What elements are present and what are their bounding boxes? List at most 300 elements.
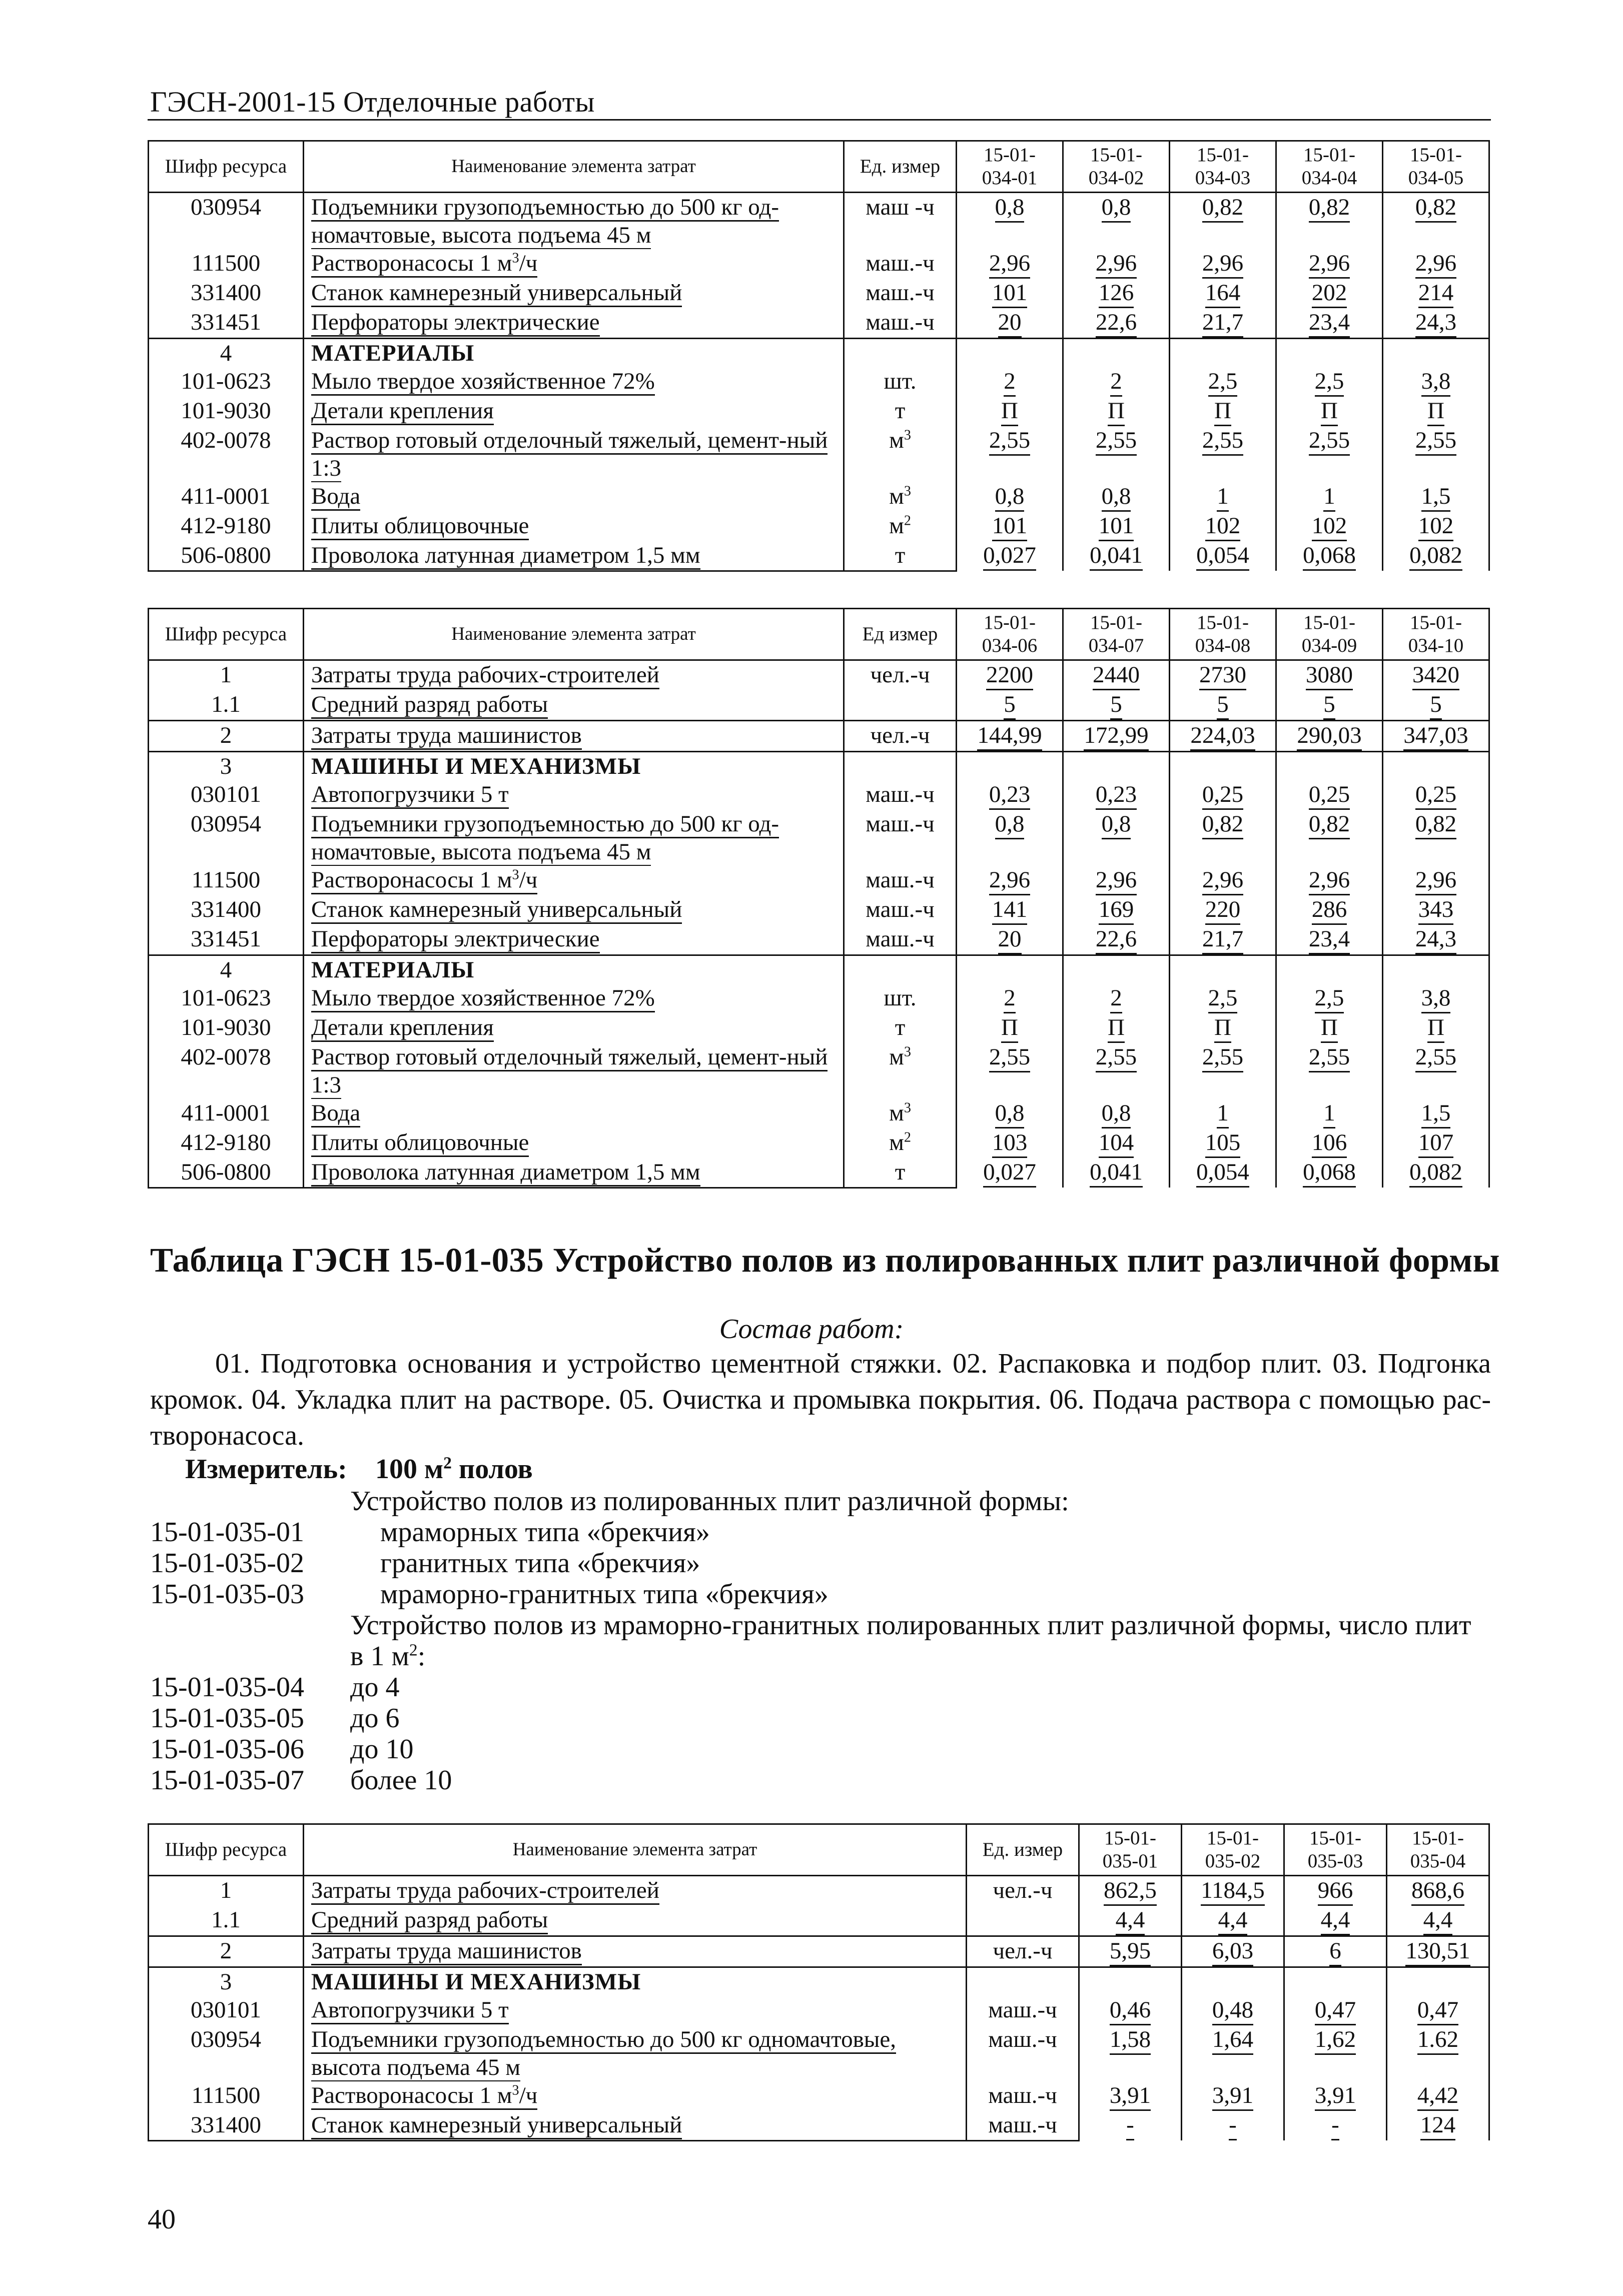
unit: шт. <box>844 367 957 397</box>
value-cell: 24,3 <box>1383 925 1489 955</box>
resource-name: Затраты труда рабочих-строителей <box>304 1876 967 1906</box>
value-cell: 4,4 <box>1079 1906 1182 1936</box>
value-cell <box>1383 752 1489 781</box>
resource-name: Средний разряд работы <box>304 1906 967 1936</box>
resource-code: 331451 <box>149 925 304 955</box>
value-cell: - <box>1079 2111 1182 2140</box>
value-cell <box>1383 955 1489 984</box>
unit: т <box>844 397 957 426</box>
column-header: Ед. измер <box>967 1824 1079 1876</box>
value-cell: 2,55 <box>1383 1043 1489 1099</box>
value-cell: 0,8 <box>1063 1099 1170 1128</box>
item-text: более 10 <box>350 1765 452 1796</box>
resource-code: 411-0001 <box>149 482 304 512</box>
column-header: 15-01- 035-02 <box>1182 1824 1284 1876</box>
value-cell: 2 <box>957 984 1063 1013</box>
resource-name: МАШИНЫ И МЕХАНИЗМЫ <box>304 1967 967 1996</box>
table-row <box>149 721 1489 752</box>
value-cell: 0,23 <box>1063 780 1170 810</box>
resource-name: МАШИНЫ И МЕХАНИЗМЫ <box>304 752 844 781</box>
value-cell: 2,5 <box>1276 984 1383 1013</box>
column-header: 15-01- 034-09 <box>1276 609 1383 660</box>
value-cell: 202 <box>1276 279 1383 308</box>
resource-name: Вода <box>304 1099 844 1128</box>
unit: маш.-ч <box>844 249 957 279</box>
unit: $м^3$ <box>844 482 957 512</box>
value-cell: 2 <box>957 367 1063 397</box>
column-header: Наименование элемента затрат <box>304 141 844 193</box>
resource-name: Детали крепления <box>304 1013 844 1043</box>
resource-name: Плиты облицовочные <box>304 1128 844 1158</box>
value-cell: 0,8 <box>1063 482 1170 512</box>
unit: чел.-ч <box>967 1876 1079 1906</box>
value-cell: 0,8 <box>1063 810 1170 866</box>
unit: маш.-ч <box>844 279 957 308</box>
resource-name: Мыло твердое хозяйственное 72% <box>304 984 844 1013</box>
value-cell: 0,054 <box>1170 1158 1276 1188</box>
resource-name: Станок камнерезный универсальный <box>304 895 844 925</box>
table-row <box>149 279 1489 308</box>
value-cell: 0,054 <box>1170 541 1276 571</box>
resource-code: 101-0623 <box>149 367 304 397</box>
value-cell: 862,5 <box>1079 1876 1182 1906</box>
resource-name: Автопогрузчики 5 т <box>304 1996 967 2025</box>
value-cell: 4,42 <box>1387 2081 1489 2111</box>
resource-name: Вода <box>304 482 844 512</box>
value-cell <box>1276 955 1383 984</box>
value-cell: 0,82 <box>1383 810 1489 866</box>
resource-name: Средний разряд работы <box>304 690 844 721</box>
value-cell: 21,7 <box>1170 925 1276 955</box>
unit: маш -ч <box>844 193 957 250</box>
value-cell: 0,8 <box>1063 193 1170 250</box>
unit: чел.-ч <box>844 721 957 752</box>
column-header: 15-01- 034-02 <box>1063 141 1170 193</box>
resource-name: Проволока латунная диаметром 1,5 мм <box>304 1158 844 1188</box>
value-cell: 2,55 <box>1276 1043 1383 1099</box>
value-cell: 3420 <box>1383 660 1489 691</box>
value-cell: 343 <box>1383 895 1489 925</box>
resource-name: Плиты облицовочные <box>304 512 844 541</box>
table-row <box>149 308 1489 339</box>
value-cell: 2 <box>1063 367 1170 397</box>
table-row <box>149 1996 1489 2025</box>
resource-code: 331400 <box>149 2111 304 2140</box>
value-cell: 101 <box>957 279 1063 308</box>
resource-name: Перфораторы электрические <box>304 925 844 955</box>
unit: т <box>844 541 957 571</box>
value-cell: 2,55 <box>957 426 1063 482</box>
item-text: до 10 <box>350 1734 414 1765</box>
value-cell: 2440 <box>1063 660 1170 691</box>
value-cell: 1,58 <box>1079 2025 1182 2081</box>
column-header: 15-01- 034-07 <box>1063 609 1170 660</box>
value-cell <box>1063 339 1170 368</box>
table-header-row <box>149 1824 1489 1876</box>
unit <box>967 1906 1079 1936</box>
value-cell: 2,96 <box>1276 866 1383 895</box>
value-cell: 3080 <box>1276 660 1383 691</box>
resource-code: 111500 <box>149 2081 304 2111</box>
value-cell <box>1276 339 1383 368</box>
value-cell: П <box>957 1013 1063 1043</box>
resource-code: 111500 <box>149 866 304 895</box>
item-text: до 4 <box>350 1672 400 1703</box>
resource-name: Затраты труда машинистов <box>304 721 844 752</box>
value-cell: 2,55 <box>957 1043 1063 1099</box>
resource-code: 101-9030 <box>149 397 304 426</box>
value-cell: 4,4 <box>1284 1906 1387 1936</box>
value-cell: 2,96 <box>1383 249 1489 279</box>
table-row <box>149 2025 1489 2081</box>
table-row <box>149 1099 1489 1128</box>
value-cell: 1,64 <box>1182 2025 1284 2081</box>
value-cell: 6,03 <box>1182 1936 1284 1967</box>
value-cell: 105 <box>1170 1128 1276 1158</box>
resource-code: 506-0800 <box>149 541 304 571</box>
value-cell: 0,8 <box>957 1099 1063 1128</box>
unit: $м^3$ <box>844 1043 957 1099</box>
value-cell <box>957 955 1063 984</box>
value-cell: 5 <box>1063 690 1170 721</box>
value-cell: 2,55 <box>1276 426 1383 482</box>
value-cell: 130,51 <box>1387 1936 1489 1967</box>
value-cell <box>1284 1967 1387 1996</box>
value-cell: 101 <box>1063 512 1170 541</box>
value-cell: 0,027 <box>957 541 1063 571</box>
column-header: Шифр ресурса <box>149 609 304 660</box>
column-header: 15-01- 035-01 <box>1079 1824 1182 1876</box>
value-cell: 144,99 <box>957 721 1063 752</box>
column-header: 15-01- 034-06 <box>957 609 1063 660</box>
table-row <box>149 541 1489 571</box>
measure-line <box>185 1453 533 1485</box>
resource-name: Проволока латунная диаметром 1,5 мм <box>304 541 844 571</box>
value-cell: 24,3 <box>1383 308 1489 339</box>
resource-code: 411-0001 <box>149 1099 304 1128</box>
composition-text: 01. Подготовка основания и устройство цементной стяжки. 02. Распаковка и подбор плит. 03. Подгонка кромок. 04. Укладка плит на растворе. 05. Очистка и промывка покрытия. 06. Подача раствора с помощью рас-творонасоса. <box>150 1348 1491 1451</box>
value-cell: 0,082 <box>1383 541 1489 571</box>
column-header: Ед. измер <box>844 141 957 193</box>
unit: маш.-ч <box>844 925 957 955</box>
column-header: 15-01- 034-08 <box>1170 609 1276 660</box>
value-cell <box>957 752 1063 781</box>
table-row <box>149 1043 1489 1099</box>
value-cell: 3,91 <box>1079 2081 1182 2111</box>
column-header: Ед измер <box>844 609 957 660</box>
value-cell: 1 <box>1276 1099 1383 1128</box>
table-row <box>149 249 1489 279</box>
resource-name: МАТЕРИАЛЫ <box>304 339 844 368</box>
unit: $м^3$ <box>844 1099 957 1128</box>
resource-name: Затраты труда рабочих-строителей <box>304 660 844 691</box>
item-code: 15-01-035-05 <box>150 1703 304 1734</box>
resource-name: Подъемники грузоподъемностью до 500 кг од-номачтовые, высота подъема 45 м <box>304 193 844 250</box>
value-cell: П <box>1063 397 1170 426</box>
value-cell: 1,5 <box>1383 1099 1489 1128</box>
header-rule <box>148 119 1491 121</box>
measure-label: Измеритель: <box>185 1454 347 1485</box>
item-text: мраморных типа «брекчия» <box>380 1517 710 1548</box>
value-cell: 102 <box>1170 512 1276 541</box>
column-header: 15-01- 034-10 <box>1383 609 1489 660</box>
value-cell: 2,55 <box>1383 426 1489 482</box>
item-text: гранитных типа «брекчия» <box>380 1548 700 1579</box>
unit: маш.-ч <box>844 866 957 895</box>
resource-name: Станок камнерезный универсальный <box>304 279 844 308</box>
value-cell: 2,96 <box>1170 866 1276 895</box>
value-cell: 3,91 <box>1284 2081 1387 2111</box>
value-cell: 102 <box>1276 512 1383 541</box>
value-cell: 2,55 <box>1170 1043 1276 1099</box>
resource-table-034-06-10 <box>148 608 1490 1189</box>
resource-name: Подъемники грузоподъемностью до 500 кг од-номачтовые, высота подъема 45 м <box>304 810 844 866</box>
value-cell: 2,5 <box>1170 984 1276 1013</box>
value-cell: 104 <box>1063 1128 1170 1158</box>
value-cell: 0,027 <box>957 1158 1063 1188</box>
unit <box>967 1967 1079 1996</box>
value-cell <box>1170 752 1276 781</box>
value-cell: 0,82 <box>1276 810 1383 866</box>
value-cell: 2,96 <box>1063 249 1170 279</box>
value-cell: 21,7 <box>1170 308 1276 339</box>
resource-name: Растворонасосы 1 $м^3/ч$ <box>304 866 844 895</box>
value-cell: 126 <box>1063 279 1170 308</box>
value-cell: 0,25 <box>1383 780 1489 810</box>
resource-code: 030954 <box>149 810 304 866</box>
page-number: 40 <box>148 2204 176 2235</box>
table-row <box>149 1876 1489 1906</box>
table-row <box>149 895 1489 925</box>
resource-code: 4 <box>149 339 304 368</box>
resource-code: 402-0078 <box>149 426 304 482</box>
value-cell: 0,82 <box>1170 810 1276 866</box>
value-cell: 5 <box>1170 690 1276 721</box>
value-cell: 5,95 <box>1079 1936 1182 1967</box>
table-row <box>149 660 1489 691</box>
value-cell: 2,96 <box>957 249 1063 279</box>
resource-code: 030954 <box>149 193 304 250</box>
value-cell: 106 <box>1276 1128 1383 1158</box>
column-header: Шифр ресурса <box>149 141 304 193</box>
resource-code: 506-0800 <box>149 1158 304 1188</box>
resource-name: МАТЕРИАЛЫ <box>304 955 844 984</box>
resource-name: Растворонасосы 1 $м^3/ч$ <box>304 249 844 279</box>
value-cell: 169 <box>1063 895 1170 925</box>
value-cell: 0,8 <box>957 482 1063 512</box>
value-cell: 0,48 <box>1182 1996 1284 2025</box>
resource-name: Подъемники грузоподъемностью до 500 кг одномачтовые, высота подъема 45 м <box>304 2025 967 2081</box>
resource-code: 2 <box>149 1936 304 1967</box>
resource-code: 030101 <box>149 1996 304 2025</box>
value-cell <box>1170 339 1276 368</box>
value-cell: 1,5 <box>1383 482 1489 512</box>
value-cell: 0,47 <box>1284 1996 1387 2025</box>
value-cell: П <box>1063 1013 1170 1043</box>
value-cell: П <box>1383 397 1489 426</box>
value-cell: 0,8 <box>957 810 1063 866</box>
table-header-row <box>149 609 1489 660</box>
table-row <box>149 482 1489 512</box>
unit <box>844 339 957 368</box>
resource-name: Детали крепления <box>304 397 844 426</box>
column-header: 15-01- 035-04 <box>1387 1824 1489 1876</box>
unit: чел.-ч <box>967 1936 1079 1967</box>
item-code: 15-01-035-02 <box>150 1548 304 1579</box>
value-cell <box>1063 752 1170 781</box>
table-heading: Таблица ГЭСН 15-01-035 Устройство полов из полированных плит различной формы <box>150 1241 1500 1279</box>
value-cell: 214 <box>1383 279 1489 308</box>
unit: маш.-ч <box>967 1996 1079 2025</box>
value-cell: П <box>1276 1013 1383 1043</box>
value-cell: П <box>1383 1013 1489 1043</box>
value-cell: 0,8 <box>957 193 1063 250</box>
value-cell: 124 <box>1387 2111 1489 2140</box>
value-cell: 103 <box>957 1128 1063 1158</box>
value-cell: 1,62 <box>1284 2025 1387 2081</box>
value-cell: П <box>1276 397 1383 426</box>
resource-code: 1 <box>149 660 304 691</box>
resource-table-035-01-04 <box>148 1823 1490 2141</box>
value-cell: 22,6 <box>1063 925 1170 955</box>
value-cell: 2,96 <box>957 866 1063 895</box>
resource-code: 030101 <box>149 780 304 810</box>
resource-code: 101-0623 <box>149 984 304 1013</box>
value-cell <box>1387 1967 1489 1996</box>
value-cell: 0,82 <box>1383 193 1489 250</box>
value-cell: 101 <box>957 512 1063 541</box>
value-cell: 2,55 <box>1063 1043 1170 1099</box>
value-cell: 2200 <box>957 660 1063 691</box>
table-row <box>149 2081 1489 2111</box>
value-cell: 286 <box>1276 895 1383 925</box>
value-cell: 0,068 <box>1276 1158 1383 1188</box>
value-cell: 2,96 <box>1383 866 1489 895</box>
value-cell: 0,82 <box>1170 193 1276 250</box>
item-text: до 6 <box>350 1703 400 1734</box>
resource-code: 3 <box>149 1967 304 1996</box>
item-text: мраморно-гранитных типа «брекчия» <box>380 1579 829 1610</box>
unit: маш.-ч <box>844 895 957 925</box>
column-header: 15-01- 035-03 <box>1284 1824 1387 1876</box>
table-row <box>149 1158 1489 1188</box>
section-row <box>149 1967 1489 1996</box>
value-cell: 2,96 <box>1276 249 1383 279</box>
value-cell: 20 <box>957 925 1063 955</box>
resource-name: Раствор готовый отделочный тяжелый, цемент-ный 1:3 <box>304 1043 844 1099</box>
column-header: Шифр ресурса <box>149 1824 304 1876</box>
value-cell: 3,8 <box>1383 367 1489 397</box>
resource-code: 4 <box>149 955 304 984</box>
resource-code: 402-0078 <box>149 1043 304 1099</box>
item-code: 15-01-035-01 <box>150 1517 304 1548</box>
value-cell: 0,82 <box>1276 193 1383 250</box>
unit: маш.-ч <box>844 810 957 866</box>
table-row <box>149 193 1489 250</box>
resource-code: 030954 <box>149 2025 304 2081</box>
composition-title: Состав работ: <box>719 1314 904 1345</box>
value-cell <box>1182 1967 1284 1996</box>
resource-name: Станок камнерезный универсальный <box>304 2111 967 2140</box>
value-cell: 164 <box>1170 279 1276 308</box>
unit: т <box>844 1158 957 1188</box>
value-cell: 2,5 <box>1276 367 1383 397</box>
table-row <box>149 1013 1489 1043</box>
resource-name: Автопогрузчики 5 т <box>304 780 844 810</box>
value-cell: 1 <box>1170 1099 1276 1128</box>
value-cell: 2,55 <box>1170 426 1276 482</box>
value-cell: 224,03 <box>1170 721 1276 752</box>
item-code: 15-01-035-04 <box>150 1672 304 1703</box>
value-cell <box>1383 339 1489 368</box>
value-cell: 3,91 <box>1182 2081 1284 2111</box>
value-cell: 0,23 <box>957 780 1063 810</box>
value-cell: 290,03 <box>1276 721 1383 752</box>
unit <box>844 690 957 721</box>
value-cell: 220 <box>1170 895 1276 925</box>
value-cell: 1184,5 <box>1182 1876 1284 1906</box>
value-cell <box>957 339 1063 368</box>
item-code: 15-01-035-06 <box>150 1734 304 1765</box>
value-cell: 5 <box>1383 690 1489 721</box>
value-cell: 347,03 <box>1383 721 1489 752</box>
item-code: 15-01-035-07 <box>150 1765 304 1796</box>
resource-code: 101-9030 <box>149 1013 304 1043</box>
value-cell: 0,068 <box>1276 541 1383 571</box>
value-cell: П <box>1170 1013 1276 1043</box>
value-cell: 0,082 <box>1383 1158 1489 1188</box>
resource-code: 3 <box>149 752 304 781</box>
value-cell: П <box>957 397 1063 426</box>
table-row <box>149 866 1489 895</box>
value-cell: 3,8 <box>1383 984 1489 1013</box>
value-cell: - <box>1284 2111 1387 2140</box>
resource-name: Затраты труда машинистов <box>304 1936 967 1967</box>
resource-code: 2 <box>149 721 304 752</box>
unit: маш.-ч <box>844 308 957 339</box>
unit: чел.-ч <box>844 660 957 691</box>
value-cell: 0,25 <box>1276 780 1383 810</box>
value-cell: 2,55 <box>1063 426 1170 482</box>
table-row <box>149 690 1489 721</box>
value-cell: 5 <box>1276 690 1383 721</box>
resource-code: 412-9180 <box>149 512 304 541</box>
table-row <box>149 512 1489 541</box>
value-cell: 23,4 <box>1276 925 1383 955</box>
table-row <box>149 925 1489 955</box>
value-cell: 0,041 <box>1063 541 1170 571</box>
table-row <box>149 367 1489 397</box>
section-row <box>149 339 1489 368</box>
unit: $м^3$ <box>844 426 957 482</box>
column-header: 15-01- 034-03 <box>1170 141 1276 193</box>
resource-code: 1.1 <box>149 690 304 721</box>
value-cell <box>1079 1967 1182 1996</box>
unit: маш.-ч <box>844 780 957 810</box>
resource-name: Раствор готовый отделочный тяжелый, цемент-ный 1:3 <box>304 426 844 482</box>
value-cell: 141 <box>957 895 1063 925</box>
value-cell: 22,6 <box>1063 308 1170 339</box>
table-row <box>149 1936 1489 1967</box>
table-row <box>149 426 1489 482</box>
resource-name: Мыло твердое хозяйственное 72% <box>304 367 844 397</box>
section-row <box>149 752 1489 781</box>
value-cell: 1.62 <box>1387 2025 1489 2081</box>
resource-code: 1 <box>149 1876 304 1906</box>
value-cell: 1 <box>1276 482 1383 512</box>
value-cell: 2,96 <box>1170 249 1276 279</box>
value-cell <box>1063 955 1170 984</box>
